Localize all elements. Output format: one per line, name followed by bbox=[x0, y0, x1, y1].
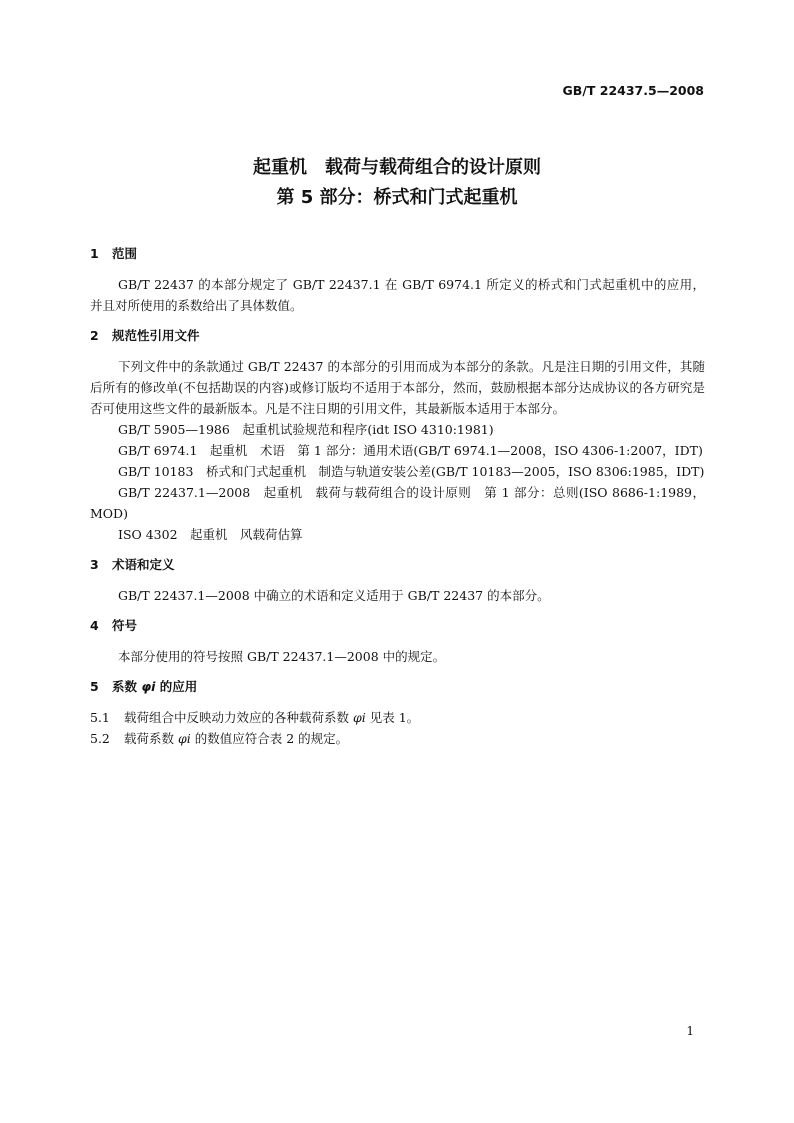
section-title: 术语和定义 bbox=[112, 557, 175, 572]
section-heading bbox=[90, 616, 705, 636]
section-title: 符号 bbox=[112, 618, 138, 633]
section-heading bbox=[90, 677, 705, 697]
document-title-line2: 第 5 部分：桥式和门式起重机 bbox=[276, 187, 518, 208]
clause-number: 5.2 bbox=[90, 731, 110, 746]
paragraph: GB/T 22437.1—2008 中确立的术语和定义适用于 GB/T 22437 的本部分。 bbox=[118, 588, 550, 603]
section-title: 系数 bbox=[112, 679, 142, 694]
paragraph: 本部分使用的符号按照 GB/T 22437.1—2008 中的规定。 bbox=[118, 649, 446, 664]
reference-item: GB/T 5905—1986 起重机试验规范和程序(idt ISO 4310:1981) bbox=[118, 422, 494, 437]
section-title-suffix: 的应用 bbox=[155, 679, 198, 694]
paragraph: GB/T 22437 的本部分规定了 GB/T 22437.1 在 GB/T 6974.1 所定义的桥式和门式起重机中的应用，并且对所使用的系数给出了具体数值。 bbox=[90, 277, 705, 313]
reference-item: GB/T 10183 桥式和门式起重机 制造与轨道安装公差(GB/T 10183—2005，ISO 8306:1985，IDT) bbox=[118, 464, 705, 479]
section-heading bbox=[90, 555, 705, 575]
clause-text-suffix: 见表 1。 bbox=[365, 710, 420, 725]
reference-item: GB/T 6974.1 起重机 术语 第 1 部分：通用术语(GB/T 6974.1—2008，ISO 4306-1:2007，IDT) bbox=[118, 443, 703, 458]
page-number: 1 bbox=[686, 1024, 694, 1038]
reference-item: GB/T 22437.1—2008 起重机 载荷与载荷组合的设计原则 第 1 部分：总则(ISO 8686-1:1989，MOD) bbox=[90, 485, 705, 521]
section-title: 规范性引用文件 bbox=[112, 328, 200, 343]
symbol-phi: φi bbox=[141, 679, 156, 694]
clause-text: 载荷组合中反映动力效应的各种载荷系数 bbox=[124, 710, 353, 725]
clause-text: 载荷系数 bbox=[124, 731, 178, 746]
section-factor-application bbox=[90, 677, 705, 749]
section-number: 1 bbox=[90, 246, 99, 261]
reference-item: ISO 4302 起重机 风载荷估算 bbox=[118, 527, 303, 542]
section-heading bbox=[90, 326, 705, 346]
section-symbols bbox=[90, 616, 705, 667]
clause-5-2 bbox=[90, 728, 705, 749]
section-number: 3 bbox=[90, 557, 99, 572]
section-scope bbox=[90, 244, 705, 316]
section-normative-references bbox=[90, 326, 705, 545]
section-title: 范围 bbox=[112, 246, 138, 261]
section-heading bbox=[90, 244, 705, 264]
paragraph: 下列文件中的条款通过 GB/T 22437 的本部分的引用而成为本部分的条款。凡是注日期的引用文件，其随后所有的修改单(不包括勘误的内容)或修订版均不适用于本部分，然而，鼓励根据本部分达成协议的各方研究是否可使用这些文件的最新版本。凡是不注日期的引用文件，其最新版本适用于本部分。 bbox=[90, 359, 705, 416]
clause-text-suffix: 的数值应符合表 2 的规定。 bbox=[190, 731, 349, 746]
section-terms-definitions bbox=[90, 555, 705, 606]
clause-number: 5.1 bbox=[90, 710, 110, 725]
symbol-phi: φi bbox=[352, 710, 366, 725]
section-number: 2 bbox=[90, 328, 99, 343]
clause-5-1 bbox=[90, 707, 705, 728]
standard-number: GB/T 22437.5—2008 bbox=[562, 83, 704, 98]
section-number: 4 bbox=[90, 618, 99, 633]
document-title-line1: 起重机 载荷与载荷组合的设计原则 bbox=[253, 157, 541, 178]
symbol-phi: φi bbox=[177, 731, 191, 746]
document-body bbox=[90, 244, 705, 759]
section-number: 5 bbox=[90, 679, 99, 694]
